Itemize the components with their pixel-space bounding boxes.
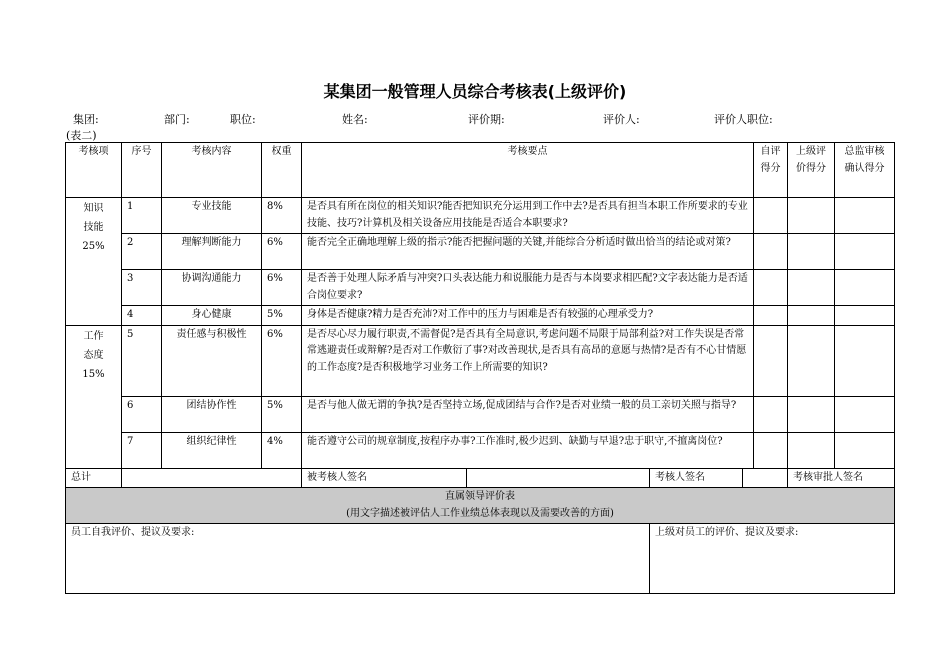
table-row <box>66 432 895 468</box>
row-content: 专业技能 <box>162 198 262 234</box>
header-self-score: 自评得分 <box>754 143 788 198</box>
table-row <box>66 325 895 396</box>
group-name: 工作态度 <box>83 330 104 361</box>
page-title: 某集团一般管理人员综合考核表(上级评价) <box>323 82 627 101</box>
row-content: 责任感与积极性 <box>162 325 262 396</box>
appraiser-sign-label: 考核人签名 <box>650 468 743 488</box>
row-weight: 5% <box>262 396 302 432</box>
row-points: 是否尽心尽力履行职责,不需督促?是否具有全局意识,考虑问题不局限于局部利益?对工作失误是否常常逃避责任或辩解?是否对工作敷衍了事?对改善现状,是否具有高昂的意愿与热情?是否有不心甘情愿的工作态度?是否积极地学习业务工作上所需要的知识? <box>302 325 754 396</box>
superior-score-cell[interactable] <box>788 396 835 432</box>
director-score-cell[interactable] <box>835 234 895 270</box>
superior-score-cell[interactable] <box>788 306 835 326</box>
leader-section-subtitle: (用文字描述被评估人工作业绩总体表现以及需要改善的方面) <box>346 507 614 519</box>
table-row <box>66 306 895 326</box>
leader-section-title-text: 直属领导评价表 <box>445 491 516 502</box>
appraisal-table <box>65 142 895 594</box>
director-score-cell[interactable] <box>835 396 895 432</box>
group-weight: 25% <box>82 241 105 252</box>
superior-comment-label: 上级对员工的评价、提议及要求: <box>655 527 799 538</box>
row-seq: 6 <box>122 396 162 432</box>
header-superior-score: 上级评价得分 <box>788 143 835 198</box>
superior-score-cell[interactable] <box>788 325 835 396</box>
row-content: 团结协作性 <box>162 396 262 432</box>
row-weight: 5% <box>262 306 302 326</box>
superior-comment-box[interactable] <box>650 524 895 594</box>
group-knowledge <box>66 198 122 326</box>
header-points: 考核要点 <box>302 143 754 198</box>
director-score-cell[interactable] <box>835 325 895 396</box>
superior-score-cell[interactable] <box>788 432 835 468</box>
total-value-cell[interactable] <box>122 468 302 488</box>
row-content: 组织纪律性 <box>162 432 262 468</box>
row-seq: 7 <box>122 432 162 468</box>
header-content: 考核内容 <box>162 143 262 198</box>
row-points: 能否完全正确地理解上级的指示?能否把握问题的关键,并能综合分析适时做出恰当的结论或对策? <box>302 234 754 270</box>
table-row <box>66 396 895 432</box>
self-comment-box[interactable] <box>66 524 650 594</box>
header-item: 考核项 <box>66 143 122 198</box>
superior-score-cell[interactable] <box>788 198 835 234</box>
director-score-cell[interactable] <box>835 270 895 306</box>
row-seq: 3 <box>122 270 162 306</box>
row-points: 是否具有所在岗位的相关知识?能否把知识充分运用到工作中去?是否具有担当本职工作所要求的专业技能、技巧?计算机及相关设备应用技能是否适合本职要求? <box>302 198 754 234</box>
self-comment-label: 员工自我评价、提议及要求: <box>71 527 195 538</box>
appraisee-sign-label: 被考核人签名 <box>302 468 467 488</box>
header-seq: 序号 <box>122 143 162 198</box>
position-label: 职位: <box>230 113 256 126</box>
row-content: 理解判断能力 <box>162 234 262 270</box>
header-weight: 权重 <box>262 143 302 198</box>
appraisee-sign-cell[interactable] <box>467 468 650 488</box>
name-label: 姓名: <box>342 113 368 126</box>
row-points: 能否遵守公司的规章制度,按程序办事?工作准时,极少迟到、缺勤与早退?忠于职守,不擅离岗位? <box>302 432 754 468</box>
signature-row <box>66 468 895 488</box>
group-weight: 15% <box>82 368 105 380</box>
self-score-cell[interactable] <box>754 432 788 468</box>
comments-row <box>66 524 895 594</box>
self-score-cell[interactable] <box>754 325 788 396</box>
evaluator-position-label: 评价人职位: <box>714 113 773 126</box>
evaluator-label: 评价人: <box>603 113 640 126</box>
table-number: (表二) <box>66 129 97 142</box>
row-points: 是否善于处理人际矛盾与冲突?口头表达能力和说服能力是否与本岗要求相匹配?文字表达能力是否适合岗位要求? <box>302 270 754 306</box>
row-weight: 8% <box>262 198 302 234</box>
self-score-cell[interactable] <box>754 198 788 234</box>
row-seq: 5 <box>122 325 162 396</box>
header-row <box>66 143 895 198</box>
director-score-cell[interactable] <box>835 306 895 326</box>
table-row <box>66 198 895 234</box>
header-director-score: 总监审核确认得分 <box>835 143 895 198</box>
director-score-cell[interactable] <box>835 198 895 234</box>
superior-score-cell[interactable] <box>788 270 835 306</box>
leader-section-title <box>66 488 895 524</box>
dept-label: 部门: <box>164 113 190 126</box>
group-label: 集团: <box>73 113 99 126</box>
row-points: 身体是否健康?精力是否充沛?对工作中的压力与困难是否有较强的心理承受力? <box>302 306 754 326</box>
leader-section-header <box>66 488 895 524</box>
appraiser-sign-cell[interactable] <box>743 468 788 488</box>
table-row <box>66 270 895 306</box>
row-seq: 2 <box>122 234 162 270</box>
self-score-cell[interactable] <box>754 270 788 306</box>
superior-score-cell[interactable] <box>788 234 835 270</box>
row-weight: 6% <box>262 325 302 396</box>
row-seq: 4 <box>122 306 162 326</box>
reviewer-sign-label: 考核审批人签名 <box>788 468 895 488</box>
row-seq: 1 <box>122 198 162 234</box>
row-weight: 6% <box>262 234 302 270</box>
self-score-cell[interactable] <box>754 396 788 432</box>
self-score-cell[interactable] <box>754 234 788 270</box>
row-weight: 4% <box>262 432 302 468</box>
row-content: 协调沟通能力 <box>162 270 262 306</box>
group-attitude <box>66 325 122 468</box>
self-score-cell[interactable] <box>754 306 788 326</box>
table-row <box>66 234 895 270</box>
period-label: 评价期: <box>468 113 505 126</box>
row-points: 是否与他人做无谓的争执?是否坚持立场,促成团结与合作?是否对业绩一般的员工亲切关照与指导? <box>302 396 754 432</box>
director-score-cell[interactable] <box>835 432 895 468</box>
group-name: 知识技能 <box>83 203 104 233</box>
total-label: 总计 <box>66 468 122 488</box>
row-content: 身心健康 <box>162 306 262 326</box>
row-weight: 6% <box>262 270 302 306</box>
